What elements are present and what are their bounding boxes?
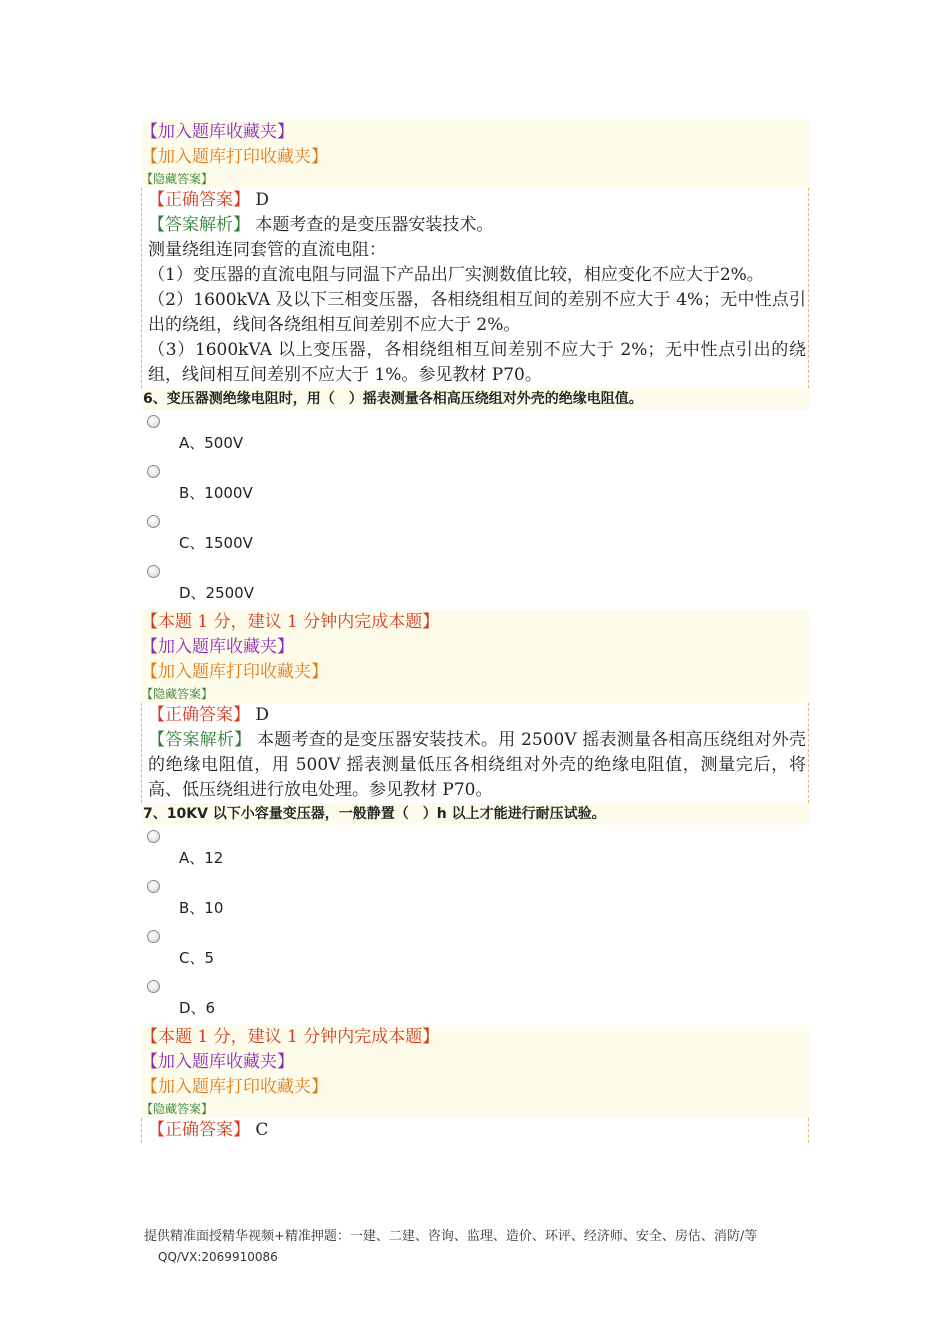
option-c[interactable] bbox=[141, 510, 809, 560]
option-label: D、2500V bbox=[179, 584, 254, 602]
option-label: A、500V bbox=[179, 434, 244, 452]
score-note: 【本题 1 分，建议 1 分钟内完成本题】 bbox=[141, 1027, 440, 1047]
add-favorite-link[interactable]: 【加入题库收藏夹】 bbox=[141, 1052, 294, 1072]
footer-contact: QQ/VX:2069910086 bbox=[158, 1250, 278, 1264]
hide-answer-link[interactable]: 【隐藏答案】 bbox=[141, 172, 214, 186]
analysis-text: （2）1600kVA 及以下三相变压器，各相绕组相互间的差别不应大于 4%；无中性点引出的绕组，线间各绕组相互间差别不应大于 2%。 bbox=[148, 290, 806, 335]
option-a[interactable] bbox=[141, 410, 809, 460]
q5-actions bbox=[141, 120, 809, 188]
hide-answer-link[interactable]: 【隐藏答案】 bbox=[141, 687, 214, 701]
analysis-text: 测量绕组连同套管的直流电阻： bbox=[148, 240, 386, 260]
option-d[interactable] bbox=[141, 560, 809, 610]
option-label: C、1500V bbox=[179, 534, 253, 552]
correct-answer-label: 【正确答案】 bbox=[148, 1120, 250, 1140]
add-print-favorite-link[interactable]: 【加入题库打印收藏夹】 bbox=[141, 662, 328, 682]
q7-actions bbox=[141, 1025, 809, 1118]
page-footer bbox=[144, 1227, 814, 1268]
correct-answer-label: 【正确答案】 bbox=[148, 190, 250, 210]
correct-answer-value: D bbox=[255, 705, 270, 725]
radio-button[interactable] bbox=[147, 565, 160, 578]
add-favorite-link[interactable]: 【加入题库收藏夹】 bbox=[141, 637, 294, 657]
score-note: 【本题 1 分，建议 1 分钟内完成本题】 bbox=[141, 612, 440, 632]
q7-answer-box bbox=[141, 1118, 809, 1143]
option-a[interactable] bbox=[141, 825, 809, 875]
q6-answer-box bbox=[141, 703, 809, 803]
add-favorite-link[interactable]: 【加入题库收藏夹】 bbox=[141, 122, 294, 142]
option-b[interactable] bbox=[141, 460, 809, 510]
correct-answer-row bbox=[148, 188, 806, 213]
option-label: B、10 bbox=[179, 899, 224, 917]
analysis-label: 【答案解析】 bbox=[148, 215, 250, 235]
q5-answer-box bbox=[141, 188, 809, 388]
correct-answer-row bbox=[148, 703, 806, 728]
add-print-favorite-link[interactable]: 【加入题库打印收藏夹】 bbox=[141, 1077, 328, 1097]
analysis-text: 本题考查的是变压器安装技术。 bbox=[255, 215, 494, 235]
radio-button[interactable] bbox=[147, 830, 160, 843]
analysis-row bbox=[148, 728, 806, 803]
analysis-text: 本题考查的是变压器安装技术。用 2500V 摇表测量各相高压绕组对外壳的绝缘电阻值，用 500V 摇表测量低压各相绕组对外壳的绝缘电阻值，测量完后，将高、低压绕组进行放电处理。参见教材 P70。 bbox=[148, 730, 806, 800]
question-6-title: 6、变压器测绝缘电阻时，用（ ）摇表测量各相高压绕组对外壳的绝缘电阻值。 bbox=[141, 388, 809, 410]
option-b[interactable] bbox=[141, 875, 809, 925]
q6-actions bbox=[141, 610, 809, 703]
radio-button[interactable] bbox=[147, 930, 160, 943]
correct-answer-value: D bbox=[255, 190, 270, 210]
analysis-label: 【答案解析】 bbox=[148, 730, 252, 750]
radio-button[interactable] bbox=[147, 880, 160, 893]
analysis-text: （1）变压器的直流电阻与同温下产品出厂实测数值比较，相应变化不应大于2%。 bbox=[148, 265, 764, 285]
radio-button[interactable] bbox=[147, 465, 160, 478]
document-body bbox=[141, 120, 809, 1143]
option-label: B、1000V bbox=[179, 484, 253, 502]
option-c[interactable] bbox=[141, 925, 809, 975]
option-label: A、12 bbox=[179, 849, 224, 867]
hide-answer-link[interactable]: 【隐藏答案】 bbox=[141, 1102, 214, 1116]
correct-answer-value: C bbox=[255, 1120, 269, 1140]
correct-answer-row bbox=[148, 1118, 806, 1143]
footer-text: 提供精准面授精华视频+精准押题：一建、二建、咨询、监理、造价、环评、经济师、安全、房估、消防/等 bbox=[144, 1229, 758, 1244]
radio-button[interactable] bbox=[147, 980, 160, 993]
analysis-text: （3）1600kVA 以上变压器，各相绕组相互间差别不应大于 2%；无中性点引出的绕组，线间相互间差别不应大于 1%。参见教材 P70。 bbox=[148, 340, 806, 385]
option-label: C、5 bbox=[179, 949, 215, 967]
correct-answer-label: 【正确答案】 bbox=[148, 705, 250, 725]
radio-button[interactable] bbox=[147, 515, 160, 528]
radio-button[interactable] bbox=[147, 415, 160, 428]
add-print-favorite-link[interactable]: 【加入题库打印收藏夹】 bbox=[141, 147, 328, 167]
option-label: D、6 bbox=[179, 999, 216, 1017]
analysis-row bbox=[148, 213, 806, 238]
option-d[interactable] bbox=[141, 975, 809, 1025]
question-7-title: 7、10KV 以下小容量变压器，一般静置（ ）h 以上才能进行耐压试验。 bbox=[141, 803, 809, 825]
